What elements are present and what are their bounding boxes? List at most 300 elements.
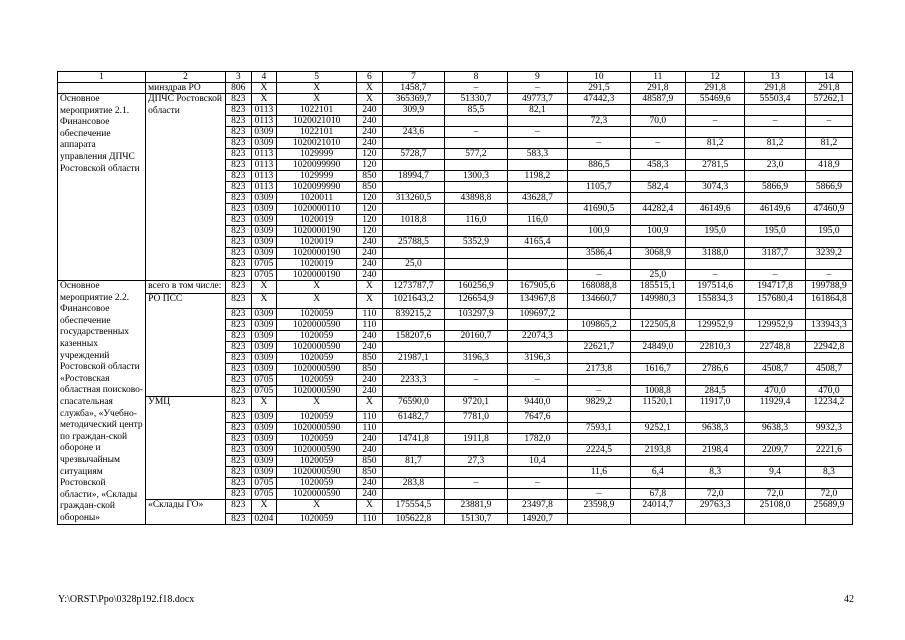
table-cell xyxy=(507,341,567,352)
column-header: 1 xyxy=(58,72,146,83)
table-cell: 168088,8 xyxy=(568,281,630,294)
table-cell: 1020000590 xyxy=(277,385,357,396)
table-cell: 18994,7 xyxy=(382,171,444,182)
table-cell xyxy=(568,259,630,270)
table-cell: 1020059 xyxy=(277,330,357,341)
table-cell: 0113 xyxy=(251,149,277,160)
table-cell: 1020000190 xyxy=(277,226,357,237)
table-cell xyxy=(805,477,852,488)
table-cell: 0309 xyxy=(251,127,277,138)
table-cell: – xyxy=(685,116,744,127)
column-header: 12 xyxy=(685,72,744,83)
table-cell: – xyxy=(745,116,805,127)
table-cell: 284,5 xyxy=(685,385,744,396)
table-cell: 1105,7 xyxy=(568,182,630,193)
table-cell: 9829,2 xyxy=(568,396,630,411)
budget-table xyxy=(57,71,853,525)
table-cell: 1300,3 xyxy=(445,171,507,182)
table-cell xyxy=(382,182,444,193)
table-cell: 5866,9 xyxy=(805,182,852,193)
table-cell: 21987,1 xyxy=(382,352,444,363)
table-cell: 23,0 xyxy=(745,160,805,171)
table-cell xyxy=(445,259,507,270)
table-cell xyxy=(507,160,567,171)
table-cell: 8,3 xyxy=(685,466,744,477)
table-cell: 1020000590 xyxy=(277,466,357,477)
table-cell: 9,4 xyxy=(745,466,805,477)
table-cell: 157680,4 xyxy=(745,293,805,308)
table-cell: 365369,7 xyxy=(382,94,444,105)
table-cell xyxy=(630,237,685,248)
table-cell xyxy=(445,116,507,127)
table-cell: 1020099990 xyxy=(277,160,357,171)
table-cell: 458,3 xyxy=(630,160,685,171)
table-cell: 22942,8 xyxy=(805,341,852,352)
table-cell xyxy=(745,352,805,363)
table-cell xyxy=(382,248,444,259)
table-cell xyxy=(58,83,146,94)
table-cell: 0309 xyxy=(251,308,277,319)
table-cell: 823 xyxy=(226,270,252,281)
table-cell xyxy=(685,308,744,319)
table-cell: Х xyxy=(357,94,383,105)
table-cell: Х xyxy=(251,293,277,308)
table-cell: 1018,8 xyxy=(382,215,444,226)
table-cell: 1008,8 xyxy=(630,385,685,396)
table-cell: 1911,8 xyxy=(445,433,507,444)
table-cell: 0705 xyxy=(251,488,277,499)
table-cell xyxy=(568,433,630,444)
table-cell: 175554,5 xyxy=(382,499,444,514)
table-cell: 100,9 xyxy=(568,226,630,237)
table-cell: 10,4 xyxy=(507,455,567,466)
table-cell: 81,2 xyxy=(685,138,744,149)
table-cell: 11520,1 xyxy=(630,396,685,411)
table-cell: 105622,8 xyxy=(382,514,444,525)
table-cell: 240 xyxy=(357,237,383,248)
table-cell: 1020000590 xyxy=(277,319,357,330)
table-cell xyxy=(685,127,744,138)
table-cell: 823 xyxy=(226,514,252,525)
table-cell: 0309 xyxy=(251,330,277,341)
table-cell: 11929,4 xyxy=(745,396,805,411)
table-cell: 122505,8 xyxy=(630,319,685,330)
table-cell: 823 xyxy=(226,363,252,374)
table-cell: 3074,3 xyxy=(685,182,744,193)
table-header-row xyxy=(58,72,853,83)
table-cell xyxy=(685,193,744,204)
table-cell: 823 xyxy=(226,433,252,444)
table-cell xyxy=(805,433,852,444)
table-cell: 110 xyxy=(357,514,383,525)
table-cell: 70,0 xyxy=(630,116,685,127)
table-cell xyxy=(685,149,744,160)
table-cell: 0113 xyxy=(251,182,277,193)
table-cell xyxy=(445,160,507,171)
table-cell xyxy=(630,352,685,363)
table-cell: 12234,2 xyxy=(805,396,852,411)
table-cell: 8,3 xyxy=(805,466,852,477)
table-cell xyxy=(630,215,685,226)
column-header: 5 xyxy=(277,72,357,83)
table-cell: 72,0 xyxy=(745,488,805,499)
table-cell: минздрав РО xyxy=(146,83,226,94)
table-cell xyxy=(568,374,630,385)
table-cell: 109697,2 xyxy=(507,308,567,319)
table-cell: 116,0 xyxy=(507,215,567,226)
table-cell: – xyxy=(507,477,567,488)
table-cell: 82,1 xyxy=(507,105,567,116)
table-cell xyxy=(382,116,444,127)
table-cell xyxy=(745,308,805,319)
table-cell: 240 xyxy=(357,259,383,270)
table-cell xyxy=(630,193,685,204)
table-cell: 1020099990 xyxy=(277,182,357,193)
table-cell xyxy=(685,514,744,525)
table-cell: 823 xyxy=(226,319,252,330)
table-cell: 806 xyxy=(226,83,252,94)
table-cell xyxy=(805,193,852,204)
table-cell: Х xyxy=(357,281,383,294)
table-cell xyxy=(630,455,685,466)
table-cell xyxy=(805,259,852,270)
table-cell: 283,8 xyxy=(382,477,444,488)
table-cell: 9932,3 xyxy=(805,422,852,433)
table-cell: 240 xyxy=(357,330,383,341)
column-header: 9 xyxy=(507,72,567,83)
table-cell: 51330,7 xyxy=(445,94,507,105)
table-cell: 81,2 xyxy=(745,138,805,149)
table-cell xyxy=(685,433,744,444)
table-cell: 823 xyxy=(226,374,252,385)
table-cell: – xyxy=(445,127,507,138)
table-cell xyxy=(382,363,444,374)
table-cell xyxy=(507,488,567,499)
table-cell: 850 xyxy=(357,352,383,363)
table-row xyxy=(58,94,853,105)
table-cell: 9638,3 xyxy=(745,422,805,433)
table-cell xyxy=(745,237,805,248)
table-cell: 5352,9 xyxy=(445,237,507,248)
table-cell: 185515,1 xyxy=(630,281,685,294)
table-cell xyxy=(805,352,852,363)
table-cell: 823 xyxy=(226,281,252,294)
table-cell: 0309 xyxy=(251,363,277,374)
table-row xyxy=(58,83,853,94)
table-row xyxy=(58,396,853,411)
table-cell xyxy=(685,374,744,385)
table-cell: Х xyxy=(277,281,357,294)
table-cell: 823 xyxy=(226,160,252,171)
table-cell: 120 xyxy=(357,160,383,171)
table-cell: 47442,3 xyxy=(568,94,630,105)
table-cell: 823 xyxy=(226,444,252,455)
table-cell: 7593,1 xyxy=(568,422,630,433)
table-cell: 823 xyxy=(226,385,252,396)
table-cell: 194717,8 xyxy=(745,281,805,294)
table-cell: 3068,9 xyxy=(630,248,685,259)
table-cell: 240 xyxy=(357,433,383,444)
table-cell: 1020021010 xyxy=(277,138,357,149)
table-cell: 850 xyxy=(357,466,383,477)
table-cell: 44282,4 xyxy=(630,204,685,215)
table-cell: 823 xyxy=(226,259,252,270)
table-cell: 1020059 xyxy=(277,411,357,422)
table-cell: 850 xyxy=(357,363,383,374)
executor-label: РО ПСС xyxy=(146,293,226,396)
table-cell: 823 xyxy=(226,330,252,341)
table-cell: 0113 xyxy=(251,171,277,182)
table-cell: 0309 xyxy=(251,466,277,477)
table-cell: 823 xyxy=(226,193,252,204)
table-cell xyxy=(745,330,805,341)
table-cell xyxy=(382,226,444,237)
table-cell: 3188,0 xyxy=(685,248,744,259)
footer-page-number: 42 xyxy=(844,594,854,605)
table-cell xyxy=(445,422,507,433)
table-cell: 11917,0 xyxy=(685,396,744,411)
table-cell: 61482,7 xyxy=(382,411,444,422)
table-cell xyxy=(685,259,744,270)
table-cell: 134967,8 xyxy=(507,293,567,308)
table-cell: 2198,4 xyxy=(685,444,744,455)
table-cell xyxy=(685,215,744,226)
table-cell: 14741,8 xyxy=(382,433,444,444)
table-cell: Х xyxy=(357,499,383,514)
table-cell: – xyxy=(745,270,805,281)
table-cell: 55503,4 xyxy=(745,94,805,105)
table-cell: 240 xyxy=(357,127,383,138)
table-cell: 823 xyxy=(226,171,252,182)
table-cell: 0705 xyxy=(251,259,277,270)
table-cell: 243,6 xyxy=(382,127,444,138)
table-cell xyxy=(805,411,852,422)
table-cell: 49773,7 xyxy=(507,94,567,105)
table-cell: 24014,7 xyxy=(630,499,685,514)
executor-label: «Склады ГО» xyxy=(146,499,226,525)
table-cell: Х xyxy=(277,396,357,411)
table-cell xyxy=(445,341,507,352)
table-cell xyxy=(630,259,685,270)
table-cell: – xyxy=(568,488,630,499)
table-cell: – xyxy=(445,374,507,385)
table-cell: 240 xyxy=(357,374,383,385)
table-cell: 120 xyxy=(357,204,383,215)
table-cell xyxy=(382,466,444,477)
table-cell xyxy=(507,182,567,193)
table-cell: 4508,7 xyxy=(745,363,805,374)
table-cell xyxy=(568,237,630,248)
table-cell: 25689,9 xyxy=(805,499,852,514)
column-header: 6 xyxy=(357,72,383,83)
table-cell: 0309 xyxy=(251,193,277,204)
table-cell: Х xyxy=(251,281,277,294)
table-cell xyxy=(382,138,444,149)
table-cell xyxy=(382,488,444,499)
table-row xyxy=(58,293,853,308)
table-cell: 583,3 xyxy=(507,149,567,160)
table-cell: – xyxy=(507,374,567,385)
table-cell xyxy=(630,514,685,525)
table-cell: 22748,8 xyxy=(745,341,805,352)
table-cell: 0705 xyxy=(251,477,277,488)
table-cell: 1020059 xyxy=(277,433,357,444)
table-cell: 823 xyxy=(226,105,252,116)
table-cell: 240 xyxy=(357,488,383,499)
table-cell: 46149,6 xyxy=(685,204,744,215)
table-cell: 0309 xyxy=(251,341,277,352)
table-cell xyxy=(630,477,685,488)
table-cell: 240 xyxy=(357,270,383,281)
table-cell: 120 xyxy=(357,215,383,226)
table-cell: 133943,3 xyxy=(805,319,852,330)
table-cell: 240 xyxy=(357,341,383,352)
table-cell xyxy=(445,319,507,330)
table-cell xyxy=(568,149,630,160)
table-cell xyxy=(382,204,444,215)
table-cell: 470,0 xyxy=(805,385,852,396)
table-cell xyxy=(507,204,567,215)
table-cell: – xyxy=(568,270,630,281)
table-cell: 1198,2 xyxy=(507,171,567,182)
table-cell: 43898,8 xyxy=(445,193,507,204)
table-cell: 6,4 xyxy=(630,466,685,477)
table-cell: 41690,5 xyxy=(568,204,630,215)
table-cell: 240 xyxy=(357,248,383,259)
table-cell: 197514,6 xyxy=(685,281,744,294)
table-cell: 291,8 xyxy=(805,83,852,94)
table-cell: 81,2 xyxy=(805,138,852,149)
table-cell: 22074,3 xyxy=(507,330,567,341)
table-cell xyxy=(568,330,630,341)
table-cell xyxy=(568,352,630,363)
table-cell: 2193,8 xyxy=(630,444,685,455)
table-cell xyxy=(685,455,744,466)
table-row xyxy=(58,281,853,294)
table-cell: 7781,0 xyxy=(445,411,507,422)
table-cell xyxy=(685,352,744,363)
table-cell xyxy=(507,226,567,237)
table-cell xyxy=(805,149,852,160)
table-cell xyxy=(568,455,630,466)
table-cell: Х xyxy=(277,293,357,308)
table-cell xyxy=(745,477,805,488)
table-row xyxy=(58,499,853,514)
table-cell: 120 xyxy=(357,193,383,204)
executor-label: УМЦ xyxy=(146,396,226,499)
table-cell: 0309 xyxy=(251,444,277,455)
executor-label: ДПЧС Ростовской области xyxy=(146,94,226,281)
table-cell: 823 xyxy=(226,204,252,215)
table-cell: Х xyxy=(357,293,383,308)
table-cell: 1020000590 xyxy=(277,444,357,455)
table-cell: 886,5 xyxy=(568,160,630,171)
table-cell: 2786,6 xyxy=(685,363,744,374)
table-cell: 291,8 xyxy=(745,83,805,94)
table-cell xyxy=(745,105,805,116)
table-cell: 850 xyxy=(357,182,383,193)
table-cell: 850 xyxy=(357,171,383,182)
activity-label: Основное мероприятие 2.1. Финансовое обеспечение аппарата управления ДПЧС Ростовской области xyxy=(58,94,146,281)
table-cell: 160256,9 xyxy=(445,281,507,294)
table-cell xyxy=(745,411,805,422)
table-cell: 155834,3 xyxy=(685,293,744,308)
table-cell xyxy=(630,308,685,319)
table-cell: 1020059 xyxy=(277,514,357,525)
table-cell xyxy=(630,149,685,160)
table-cell: – xyxy=(445,83,507,94)
table-cell xyxy=(382,270,444,281)
table-cell xyxy=(745,259,805,270)
table-cell: 20160,7 xyxy=(445,330,507,341)
column-header: 3 xyxy=(226,72,252,83)
table-cell xyxy=(745,171,805,182)
table-cell: 2224,5 xyxy=(568,444,630,455)
table-cell: 195,0 xyxy=(805,226,852,237)
table-cell: 1020059 xyxy=(277,477,357,488)
table-cell xyxy=(568,411,630,422)
table-cell: 24849,0 xyxy=(630,341,685,352)
table-cell: 0309 xyxy=(251,204,277,215)
table-cell: 195,0 xyxy=(745,226,805,237)
table-cell: 240 xyxy=(357,385,383,396)
table-cell: 4508,7 xyxy=(805,363,852,374)
table-cell: 47460,9 xyxy=(805,204,852,215)
table-cell: 0309 xyxy=(251,319,277,330)
table-cell xyxy=(382,422,444,433)
table-cell: Х xyxy=(251,396,277,411)
table-cell: – xyxy=(445,477,507,488)
table-cell: 167905,6 xyxy=(507,281,567,294)
table-cell: 0309 xyxy=(251,215,277,226)
table-cell: 161864,8 xyxy=(805,293,852,308)
table-cell xyxy=(630,105,685,116)
table-cell: 1020059 xyxy=(277,308,357,319)
table-cell: 823 xyxy=(226,422,252,433)
table-cell: 1020000190 xyxy=(277,248,357,259)
table-cell: 823 xyxy=(226,341,252,352)
table-cell: 15130,7 xyxy=(445,514,507,525)
table-cell: 116,0 xyxy=(445,215,507,226)
table-cell: 72,0 xyxy=(685,488,744,499)
table-cell: 823 xyxy=(226,149,252,160)
table-cell: 313260,5 xyxy=(382,193,444,204)
table-cell xyxy=(805,330,852,341)
column-header: 14 xyxy=(805,72,852,83)
table-cell: 1020000590 xyxy=(277,422,357,433)
table-cell: 1020000590 xyxy=(277,488,357,499)
table-cell: 0309 xyxy=(251,422,277,433)
table-cell xyxy=(745,149,805,160)
table-cell: 0309 xyxy=(251,411,277,422)
table-cell: 25,0 xyxy=(382,259,444,270)
table-cell: 823 xyxy=(226,138,252,149)
table-cell: 199788,9 xyxy=(805,281,852,294)
table-cell: 823 xyxy=(226,411,252,422)
table-cell: 103297,9 xyxy=(445,308,507,319)
table-cell: 72,0 xyxy=(805,488,852,499)
table-cell xyxy=(805,215,852,226)
table-cell xyxy=(805,308,852,319)
table-cell: 850 xyxy=(357,455,383,466)
table-cell xyxy=(685,171,744,182)
table-cell: 2173,8 xyxy=(568,363,630,374)
table-cell xyxy=(630,330,685,341)
table-cell: 0309 xyxy=(251,138,277,149)
table-cell: 1020019 xyxy=(277,237,357,248)
table-cell: 129952,9 xyxy=(745,319,805,330)
table-cell xyxy=(382,160,444,171)
